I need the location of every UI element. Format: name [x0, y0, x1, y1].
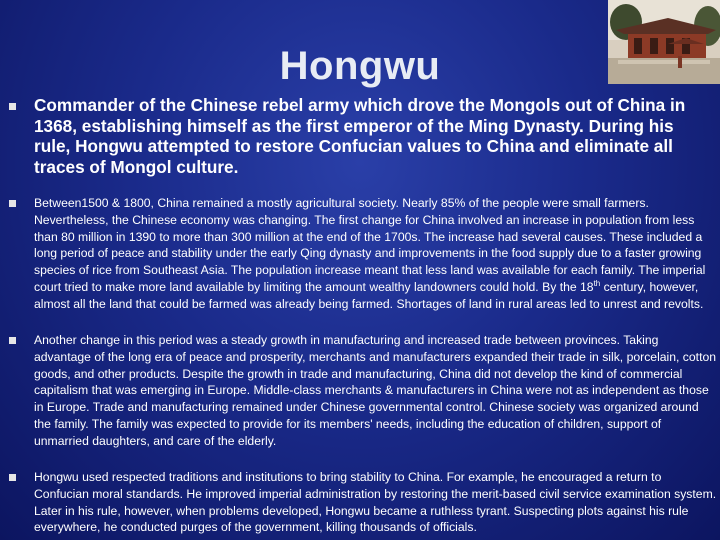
temple-photo-image — [608, 0, 720, 84]
square-bullet-icon — [9, 103, 16, 110]
bullet-text-2-part-1: Between1500 & 1800, China remained a mostly agricultural society. Nearly 85% of the people were small farmers. Nevertheless, the Chinese economy was changing. The first change for China involved an increase in population from less than 80 million in 1390 to more than 300 million at the end of the 1700s. The increase had several causes. These included a long period of peace and stability under the early Qing dynasty and improvements in the food supply due to a faster growing species of rice from Southeast Asia. The population increase meant that less land was available for each family. The imperial court tried to make more land available by limiting the amount wealthy landowners could hold. By the 18 — [34, 196, 706, 294]
bullet-text-3: Another change in this period was a steady growth in manufacturing and increased trade between provinces. Taking advantage of the long era of peace and prosperity, merchants and manufacturers expanded their trade in silk, porcelain, cotton goods, and other products. Despite the growth in trade and manufacturing, China did not develop the kind of commercial capitalism that was emerging in Europe. Middle-class merchants & manufacturers in China were not as independent as those in Europe. Trade and manufacturing remained under Chinese governmental control. Chinese society was organized around the family. The family was expected to provide for its members' needs, including the education of children, support of unmarried daughters, and care of the elderly. — [34, 333, 717, 448]
bullet-text-2-part-2: century, however, almost all the land that could be farmed was already being farmed. Shortages of land in rural areas led to unrest and revolts. — [34, 279, 704, 311]
bullet-text-4: Hongwu used respected traditions and institutions to bring stability to China. For example, he encouraged a return to Confucian moral standards. He improved imperial administration by restoring the merit-based civil service examination system. Later in his rule, however, when problems developed, Hongwu became a ruthless tyrant. Suspecting plots against his rule everywhere, he conducted purges of the government, killing thousands of officials. — [34, 470, 717, 535]
square-bullet-icon — [9, 474, 16, 481]
slide-title: Hongwu — [279, 44, 441, 88]
temple-photo — [608, 0, 720, 84]
bullet-text-2 — [34, 195, 718, 313]
bullet-text-1: Commander of the Chinese rebel army which drove the Mongols out of China in 1368, establishing himself as the first emperor of the Ming Dynasty. During his rule, Hongwu attempted to restore Confucian values to China and eliminate all traces of Mongol culture. — [34, 95, 686, 177]
bullet-text-2-superscript: th — [593, 278, 601, 288]
square-bullet-icon — [9, 337, 16, 344]
square-bullet-icon — [9, 200, 16, 207]
